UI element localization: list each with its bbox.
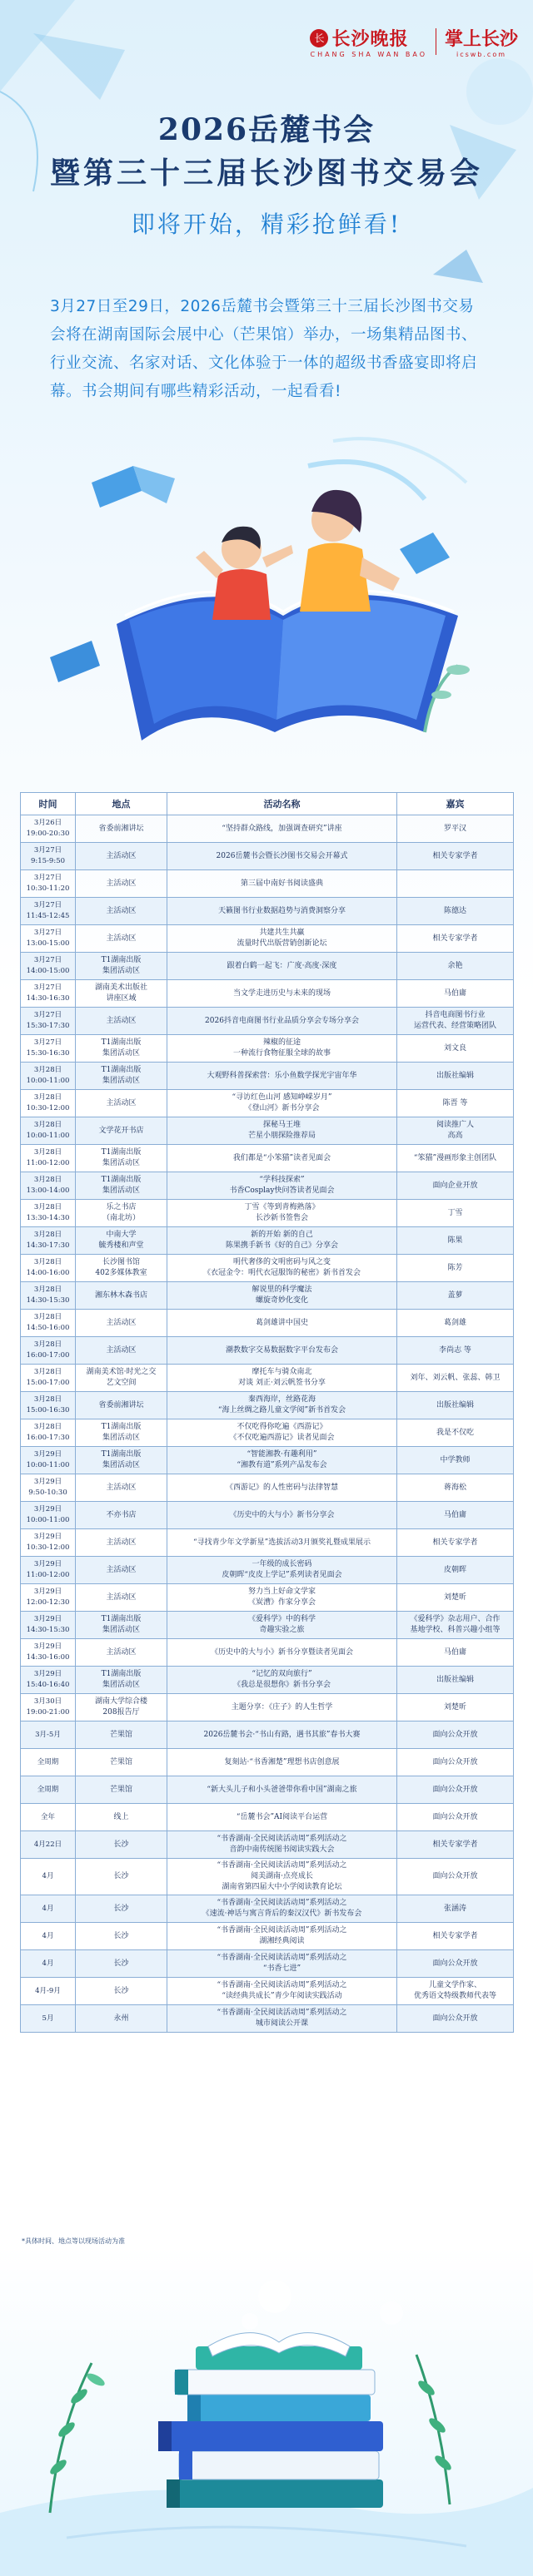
logo-second-subtext: icswb.com [456, 51, 507, 58]
table-row [21, 1502, 514, 1529]
cell-location: 不亦书店 [76, 1502, 167, 1529]
cell-guest: “笨猫”漫画形象主创团队 [397, 1145, 514, 1172]
cell-location: 长沙 [76, 1895, 167, 1923]
cell-activity: “智能湘教·有趣利用” “湘教有道”系列产品发布会 [167, 1447, 397, 1474]
cell-time: 全年 [21, 1804, 76, 1831]
cell-activity: “书香湖南·全民阅读活动周”系列活动之 城市阅读公开课 [167, 2005, 397, 2033]
cell-time: 3月28日 11:00-12:00 [21, 1145, 76, 1172]
plant-icon [48, 2363, 107, 2513]
cell-guest [397, 870, 514, 898]
cell-location: 长沙 [76, 1831, 167, 1859]
table-row [21, 1447, 514, 1474]
cell-location: 主活动区 [76, 1557, 167, 1584]
cell-activity: 葛剑雄讲中国史 [167, 1310, 397, 1337]
cell-guest: 儿童文学作家、 优秀语文特级教师代表等 [397, 1978, 514, 2005]
cell-guest: 出版社编辑 [397, 1392, 514, 1419]
table-row [21, 1035, 514, 1063]
cell-guest: 面向公众开放 [397, 1749, 514, 1776]
cell-time: 3月29日 14:30-16:00 [21, 1639, 76, 1667]
cell-guest: 面向企业开放 [397, 1172, 514, 1200]
cell-activity: 《爱科学》中的科学 奇趣实验之旅 [167, 1612, 397, 1639]
logo-second-text: 掌上长沙 [444, 29, 518, 50]
cell-location: T1湖南出版 集团活动区 [76, 1035, 167, 1063]
table-row [21, 1831, 514, 1859]
cell-location: T1湖南出版 集团活动区 [76, 1419, 167, 1447]
cell-time: 3月29日 9:50-10:30 [21, 1474, 76, 1502]
cell-location: 乐之书店 （南北坊） [76, 1200, 167, 1227]
cell-activity: 解说里的科学魔法 螺旋奇妙化变化 [167, 1282, 397, 1310]
cell-location: 主活动区 [76, 1529, 167, 1557]
cell-activity: “书香湖南·全民阅读活动周”系列活动之 湖湘经典阅读 [167, 1923, 397, 1950]
table-row [21, 1529, 514, 1557]
cell-location: 长沙 [76, 1950, 167, 1978]
table-row [21, 870, 514, 898]
table-row [21, 1419, 514, 1447]
table-header-row [21, 793, 514, 815]
cell-location: 湖南大学综合楼 208报告厅 [76, 1694, 167, 1721]
cell-guest: 相关专家学者 [397, 1529, 514, 1557]
cell-location: 省委前湘讲坛 [76, 1392, 167, 1419]
cell-location: 主活动区 [76, 898, 167, 925]
cell-time: 3月26日 19:00-20:30 [21, 815, 76, 843]
cell-time: 3月28日 10:00-11:00 [21, 1117, 76, 1145]
table-row [21, 953, 514, 980]
cell-location: 芒果馆 [76, 1749, 167, 1776]
cell-location: 永州 [76, 2005, 167, 2033]
cell-time: 全周期 [21, 1749, 76, 1776]
cell-time: 3月27日 13:00-15:00 [21, 925, 76, 953]
cell-activity: 复刻站·“书香湘楚”理想书店创意展 [167, 1749, 397, 1776]
page-title-line1: 2026岳麓书会 [157, 112, 376, 147]
cell-location: 长沙图书馆 402多媒体教室 [76, 1255, 167, 1282]
cell-activity: 当文学走进历史与未来的现场 [167, 980, 397, 1008]
cell-location: T1湖南出版 集团活动区 [76, 1145, 167, 1172]
cell-time: 3月29日 10:30-12:00 [21, 1529, 76, 1557]
cell-activity: “学科技探索” 书香Cosplay快问答读者见面会 [167, 1172, 397, 1200]
cell-location: 线上 [76, 1804, 167, 1831]
bubble-icon [380, 2301, 403, 2325]
table-row [21, 1255, 514, 1282]
cell-guest: 面向公众开放 [397, 1776, 514, 1804]
cell-activity: 努力当上好命文学家 《炭漕》作家分享会 [167, 1584, 397, 1612]
cell-activity: 天籁图书行业数据趋势与消费洞察分享 [167, 898, 397, 925]
cell-guest: 张涵涛 [397, 1895, 514, 1923]
cell-activity: “新大头儿子和小头爸爸带你看中国”湖南之旅 [167, 1776, 397, 1804]
schedule-table-grid [20, 792, 514, 2033]
cell-guest: 马伯庸 [397, 980, 514, 1008]
cell-location: T1湖南出版 集团活动区 [76, 1667, 167, 1694]
table-row [21, 898, 514, 925]
cell-activity: 共建共生共赢 流量时代出版营销创新论坛 [167, 925, 397, 953]
cell-time: 3月27日 14:00-15:00 [21, 953, 76, 980]
column-header-location: 地点 [76, 793, 167, 815]
cell-time: 3月28日 10:00-11:00 [21, 1063, 76, 1090]
logo-circle-icon: 长 [310, 29, 328, 47]
cell-location: 主活动区 [76, 843, 167, 870]
table-body [21, 815, 514, 2033]
cell-location: 芒果馆 [76, 1721, 167, 1749]
cell-activity: 2026抖音电商图书行业品质分享会专场分享会 [167, 1008, 397, 1035]
cell-time: 3月29日 14:30-15:30 [21, 1612, 76, 1639]
table-row [21, 843, 514, 870]
cell-time: 3月29日 10:00-11:00 [21, 1502, 76, 1529]
table-row [21, 1667, 514, 1694]
cell-location: 主活动区 [76, 1337, 167, 1365]
cell-guest: 面向公众开放 [397, 1804, 514, 1831]
cell-activity: 新的开始 新的自己 陈果携手新书《好的自己》分享会 [167, 1227, 397, 1255]
cell-guest: 面向公众开放 [397, 2005, 514, 2033]
cell-location: 长沙 [76, 1859, 167, 1895]
table-row [21, 1474, 514, 1502]
cell-guest: 马伯庸 [397, 1639, 514, 1667]
cell-time: 3月28日 13:00-14:00 [21, 1172, 76, 1200]
cell-location: T1湖南出版 集团活动区 [76, 1172, 167, 1200]
table-row [21, 980, 514, 1008]
cell-activity: 我们都是“小笨猫”读者见面会 [167, 1145, 397, 1172]
cell-location: T1湖南出版 集团活动区 [76, 953, 167, 980]
cell-time: 3月29日 12:00-12:30 [21, 1584, 76, 1612]
cell-time: 5月 [21, 2005, 76, 2033]
cell-guest: 相关专家学者 [397, 1831, 514, 1859]
cell-location: 湘东林木森书店 [76, 1282, 167, 1310]
cell-guest: 丁雪 [397, 1200, 514, 1227]
cell-guest: 刘楚昕 [397, 1584, 514, 1612]
flying-book-icon [50, 641, 100, 682]
page-subtitle: 即将开始，精彩抢鲜看! [131, 211, 402, 238]
flying-book-icon [400, 533, 450, 574]
cell-activity: 大观野科普探索营：乐小鱼数学探光宇宙年华 [167, 1063, 397, 1090]
cell-guest: 面向公众开放 [397, 1721, 514, 1749]
cell-guest: 刘年、刘云帆、张蕊、韩卫 [397, 1365, 514, 1392]
table-row [21, 1090, 514, 1117]
cell-activity: 明代奢侈的文明密码与风之变 《衣冠金令：明代衣冠服饰的秘密》新书首发会 [167, 1255, 397, 1282]
cell-guest: 《爱科学》杂志用户、合作 基地学校、科普兴趣小组等 [397, 1612, 514, 1639]
table-row [21, 2005, 514, 2033]
column-header-guest: 嘉宾 [397, 793, 514, 815]
column-header-time: 时间 [21, 793, 76, 815]
cell-activity: 2026岳麓书会·“书山有路，遇书其旅”春书大赛 [167, 1721, 397, 1749]
table-row [21, 1639, 514, 1667]
cell-activity: “记忆的双向旅行” 《我总是很想你》新书分享会 [167, 1667, 397, 1694]
cell-location: 主活动区 [76, 870, 167, 898]
table-row [21, 1804, 514, 1831]
cell-time: 3月29日 11:00-12:00 [21, 1557, 76, 1584]
cell-time: 3月-5月 [21, 1721, 76, 1749]
cell-time: 3月28日 14:00-16:00 [21, 1255, 76, 1282]
cell-guest: 刘文良 [397, 1035, 514, 1063]
cell-activity: 一年级的成长密码 皮朝晖“皮皮上学记”系列读者见面会 [167, 1557, 397, 1584]
bubble-icon [242, 2313, 258, 2330]
cell-guest: 相关专家学者 [397, 925, 514, 953]
cell-time: 3月28日 15:00-16:30 [21, 1392, 76, 1419]
cell-time: 3月27日 15:30-17:30 [21, 1008, 76, 1035]
table-row [21, 1008, 514, 1035]
cell-activity: 探秘马王堆 芒星小朋探险推荐局 [167, 1117, 397, 1145]
cell-location: 文学花开书店 [76, 1117, 167, 1145]
table-row [21, 1145, 514, 1172]
cell-time: 4月 [21, 1950, 76, 1978]
table-row [21, 1950, 514, 1978]
table-row [21, 1776, 514, 1804]
cell-time: 4月 [21, 1859, 76, 1895]
cell-activity: “书香湖南·全民阅读活动周”系列活动之 《速流·神话与寓言背后的秦汉汉代》新书发布会 [167, 1895, 397, 1923]
cell-guest: 中学教师 [397, 1447, 514, 1474]
intro-paragraph: 3月27日至29日，2026岳麓书会暨第三十三届长沙图书交易会将在湖南国际会展中心（芒果馆）举办，一场集精品图书、行业交流、名家对话、文化体验于一体的超级书香盛宴即将启幕。书会期间有哪些精彩活动，一起看看! [50, 298, 478, 400]
cell-time: 3月27日 10:30-11:20 [21, 870, 76, 898]
table-row [21, 1392, 514, 1419]
cell-location: 芒果馆 [76, 1776, 167, 1804]
cell-time: 3月28日 14:30-15:30 [21, 1282, 76, 1310]
cell-time: 3月30日 19:00-21:00 [21, 1694, 76, 1721]
cell-time: 3月28日 13:30-14:30 [21, 1200, 76, 1227]
cell-guest: 陈果 [397, 1227, 514, 1255]
table-row [21, 1895, 514, 1923]
cell-guest: 出版社编辑 [397, 1063, 514, 1090]
cell-location: 主活动区 [76, 925, 167, 953]
cell-location: 长沙 [76, 1923, 167, 1950]
table-row [21, 1365, 514, 1392]
cell-activity: “寻访红色山河 感知峥嵘岁月” 《登山河》新书分享会 [167, 1090, 397, 1117]
hero-reading-illustration [33, 433, 516, 782]
logo-main-text: 长沙晚报 [331, 28, 409, 50]
cell-guest: 盖萝 [397, 1282, 514, 1310]
cell-time: 3月29日 15:40-16:40 [21, 1667, 76, 1694]
cell-time: 3月28日 16:00-17:30 [21, 1419, 76, 1447]
cell-time: 3月27日 9:15-9:50 [21, 843, 76, 870]
cell-location: 主活动区 [76, 1090, 167, 1117]
footnote: *具体时间、地点等以现场活动为准 [22, 2237, 125, 2245]
cell-location: T1湖南出版 集团活动区 [76, 1447, 167, 1474]
table-row [21, 1063, 514, 1090]
cell-location: 主活动区 [76, 1008, 167, 1035]
table-row [21, 925, 514, 953]
cell-guest: 陈芳 [397, 1255, 514, 1282]
cell-time: 4月 [21, 1923, 76, 1950]
cell-guest: 陈德达 [397, 898, 514, 925]
cell-time: 3月28日 14:50-16:00 [21, 1310, 76, 1337]
cell-location: 主活动区 [76, 1310, 167, 1337]
cell-guest: 陈晋 等 [397, 1090, 514, 1117]
table-row [21, 1721, 514, 1749]
cell-time: 4月22日 [21, 1831, 76, 1859]
cell-activity: “寻找青少年文学新星”选拔活动3月颁奖礼暨成果展示 [167, 1529, 397, 1557]
cell-time: 3月29日 10:00-11:00 [21, 1447, 76, 1474]
table-row [21, 1117, 514, 1145]
cell-guest: 蒋海松 [397, 1474, 514, 1502]
cell-location: T1湖南出版 集团活动区 [76, 1063, 167, 1090]
cell-activity: “书香湖南·全民阅读活动周”系列活动之 “读经典共成长”青少年阅读实践活动 [167, 1978, 397, 2005]
cell-guest: 相关专家学者 [397, 1923, 514, 1950]
column-header-activity: 活动名称 [167, 793, 397, 815]
cell-guest: 阅读推广人 高高 [397, 1117, 514, 1145]
cell-activity: 跟着白鹤一起飞：广度·高度·深度 [167, 953, 397, 980]
cell-location: T1湖南出版 集团活动区 [76, 1612, 167, 1639]
table-row [21, 1612, 514, 1639]
cell-activity: “书香湖南·全民阅读活动周”系列活动之 “书香七进” [167, 1950, 397, 1978]
cell-activity: 辣椒的征途 一种流行食物征服全球的故事 [167, 1035, 397, 1063]
cell-location: 湖南美术馆·时光之交 艺文空间 [76, 1365, 167, 1392]
table-row [21, 1310, 514, 1337]
cell-time: 3月28日 10:30-12:00 [21, 1090, 76, 1117]
cell-guest: 李尚志 等 [397, 1337, 514, 1365]
cell-location: 省委前湘讲坛 [76, 815, 167, 843]
cell-guest: 我是不仅吃 [397, 1419, 514, 1447]
table-row [21, 1227, 514, 1255]
books-stack-illustration [0, 2263, 533, 2576]
table-row [21, 1923, 514, 1950]
table-row [21, 1584, 514, 1612]
cell-guest: 相关专家学者 [397, 843, 514, 870]
logo-main-subtext: CHANG SHA WAN BAO [310, 51, 427, 58]
table-row [21, 1172, 514, 1200]
schedule-table [20, 792, 513, 2033]
table-row [21, 1978, 514, 2005]
table-row [21, 1859, 514, 1895]
cell-guest: 刘楚昕 [397, 1694, 514, 1721]
cell-time: 3月27日 14:30-16:30 [21, 980, 76, 1008]
table-row [21, 1557, 514, 1584]
table-row [21, 1200, 514, 1227]
cell-guest: 抖音电商图书行业 运营代表、经营策略团队 [397, 1008, 514, 1035]
cell-activity: 丁雪《等到青梅熟落》 长沙新书签售会 [167, 1200, 397, 1227]
cell-guest: 面向公众开放 [397, 1859, 514, 1895]
cell-activity: 第三届中南好书阅读盛典 [167, 870, 397, 898]
cell-activity: 摩托车与骑众南北 对谈 刘正·刘云帆签书分享 [167, 1365, 397, 1392]
cell-location: 湖南美术出版社 讲座区域 [76, 980, 167, 1008]
table-row [21, 1749, 514, 1776]
cell-activity: 《历史中的大与小》新书分享暨读者见面会 [167, 1639, 397, 1667]
cell-time: 4月-9月 [21, 1978, 76, 2005]
cell-time: 3月28日 16:00-17:00 [21, 1337, 76, 1365]
cell-activity: 2026岳麓书会暨长沙图书交易会开幕式 [167, 843, 397, 870]
cell-guest: 余艳 [397, 953, 514, 980]
cell-activity: 潮教数字交易数据数字平台发布会 [167, 1337, 397, 1365]
cell-time: 4月 [21, 1895, 76, 1923]
cell-activity: 不仅吃得你吃遍《西游记》 《不仅吃遍西游记》读者见面会 [167, 1419, 397, 1447]
cell-location: 长沙 [76, 1978, 167, 2005]
cell-time: 3月27日 15:30-16:30 [21, 1035, 76, 1063]
bubble-icon [258, 2280, 291, 2313]
cell-activity: “书香湖南·全民阅读活动周”系列活动之 阅美湖南·点亮成长 湖南省第四届大中小学阅读教育论坛 [167, 1859, 397, 1895]
cell-time: 3月27日 11:45-12:45 [21, 898, 76, 925]
table-row [21, 1337, 514, 1365]
cell-activity: “书香湖南·全民阅读活动周”系列活动之 音韵中南传统图书阅读实践大会 [167, 1831, 397, 1859]
cell-time: 3月28日 15:00-17:00 [21, 1365, 76, 1392]
cell-guest: 马伯庸 [397, 1502, 514, 1529]
cell-location: 主活动区 [76, 1474, 167, 1502]
cell-guest: 面向公众开放 [397, 1950, 514, 1978]
table-row [21, 815, 514, 843]
cell-guest: 出版社编辑 [397, 1667, 514, 1694]
cell-activity: “岳麓书会”AI阅读平台运营 [167, 1804, 397, 1831]
flying-book-icon [92, 466, 175, 508]
cell-activity: 秦西海岸，丝路花海 “海上丝绸之路儿童文学阅”新书首发会 [167, 1392, 397, 1419]
table-row [21, 1694, 514, 1721]
book-stack-icon [158, 2346, 383, 2508]
cell-guest: 皮朝晖 [397, 1557, 514, 1584]
page-title-line2: 暨第三十三届长沙图书交易会 [49, 156, 483, 191]
table-row [21, 1282, 514, 1310]
cell-activity: 《历史中的大与小》新书分享会 [167, 1502, 397, 1529]
cell-guest: 葛剑雄 [397, 1310, 514, 1337]
cell-activity: “坚持群众路线，加强调查研究”讲座 [167, 815, 397, 843]
cell-activity: 《西游记》的人性密码与法律智慧 [167, 1474, 397, 1502]
cell-location: 主活动区 [76, 1639, 167, 1667]
cell-activity: 主题分享：《庄子》的人生哲学 [167, 1694, 397, 1721]
cell-time: 3月28日 14:30-17:30 [21, 1227, 76, 1255]
cell-time: 全周期 [21, 1776, 76, 1804]
cell-guest: 罗平汉 [397, 815, 514, 843]
plant-icon [416, 2355, 454, 2504]
cell-location: 主活动区 [76, 1584, 167, 1612]
cell-location: 中南大学 毓秀楼和声堂 [76, 1227, 167, 1255]
